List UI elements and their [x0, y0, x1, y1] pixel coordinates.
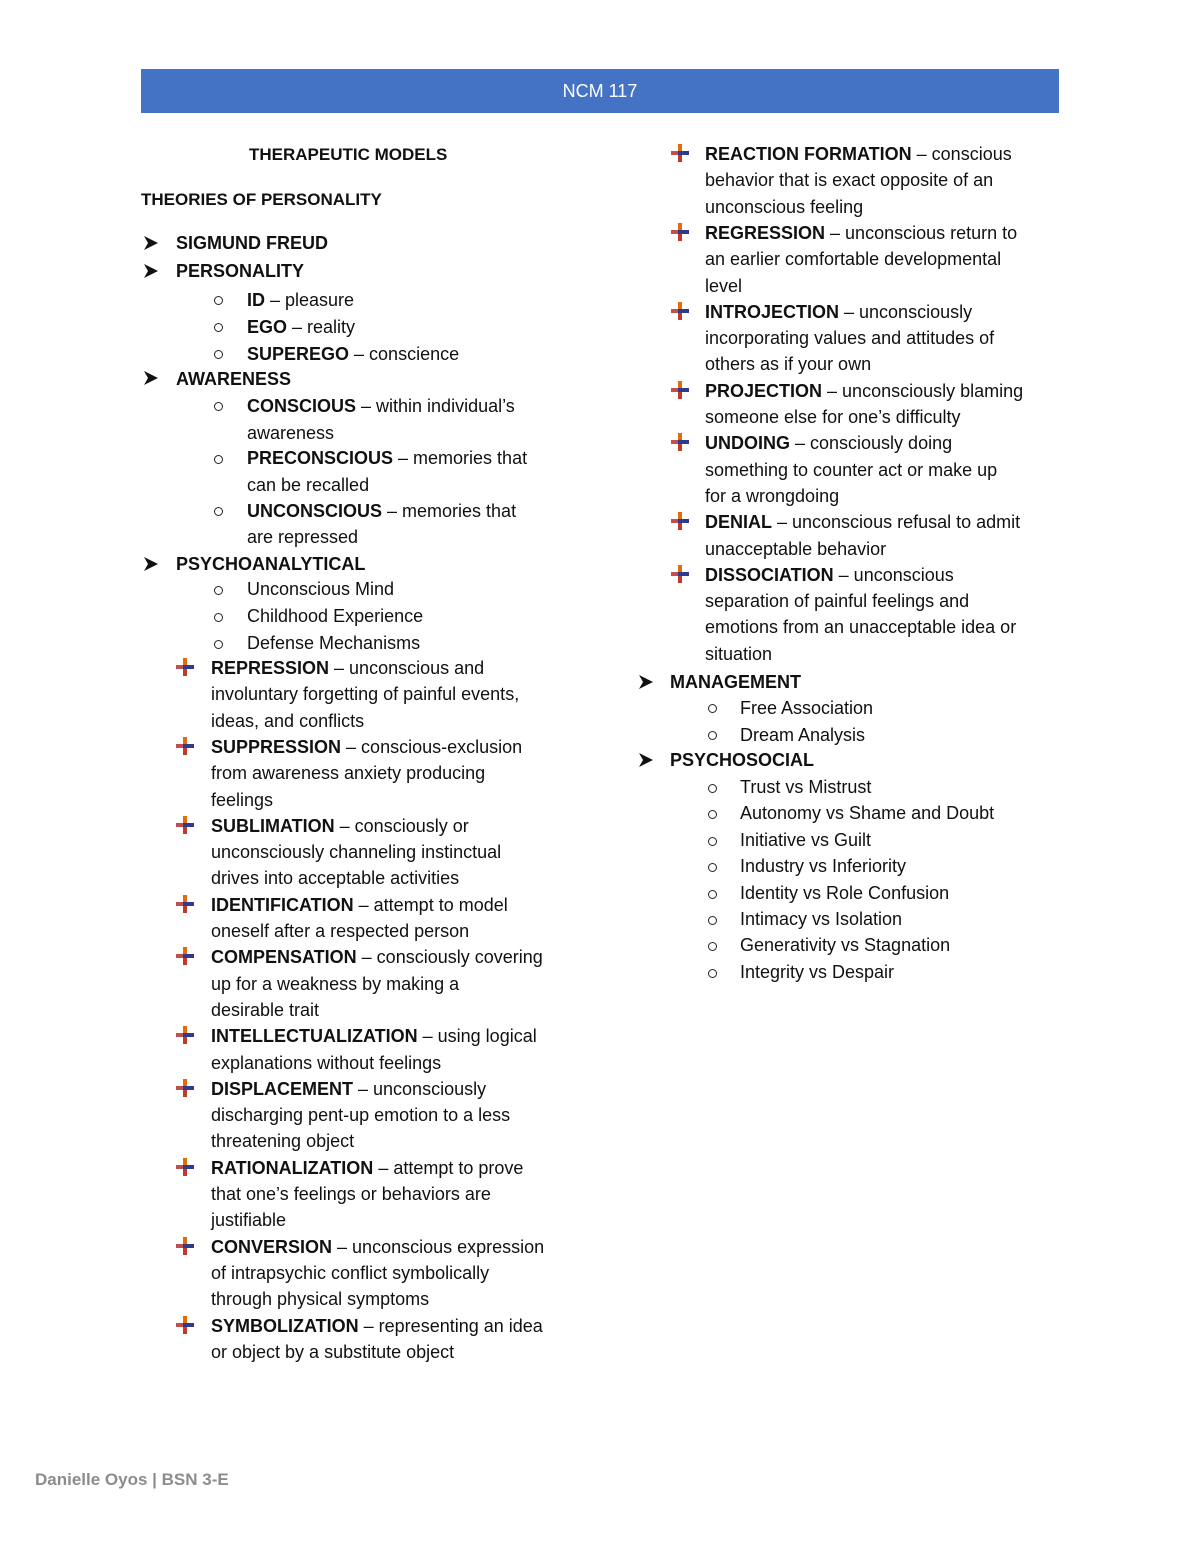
defense-mechanism-item: INTROJECTION – unconsciously [705, 301, 973, 322]
circle-bullet-icon [214, 350, 223, 359]
arrow-bullet-icon [637, 751, 655, 769]
circle-bullet-icon [708, 837, 717, 846]
defense-mechanism-continuation: something to counter act or make up [705, 459, 998, 480]
defense-mechanism-continuation: through physical symptoms [211, 1289, 430, 1310]
plus-star-bullet-icon [174, 893, 196, 915]
defense-mechanism-continuation: unconsciously channeling instinctual [211, 842, 502, 863]
defense-mechanism-item: PROJECTION – unconsciously blaming [705, 380, 1024, 401]
list-item: ID – pleasure [247, 290, 355, 310]
arrow-bullet-icon [637, 673, 655, 691]
psychosocial-stage: Intimacy vs Isolation [740, 909, 903, 929]
page-title: THERAPEUTIC MODELS [249, 145, 448, 164]
list-item: UNCONSCIOUS – memories that [247, 501, 517, 521]
defense-mechanism-continuation: others as if your own [705, 354, 872, 375]
personality-heading: PERSONALITY [176, 261, 305, 281]
freud-heading: SIGMUND FREUD [176, 233, 328, 253]
list-item: Free Association [740, 698, 874, 718]
psychosocial-stage: Autonomy vs Shame and Doubt [740, 803, 995, 824]
list-item: Defense Mechanisms [247, 633, 421, 653]
defense-mechanism-continuation: feelings [211, 789, 274, 810]
circle-bullet-icon [214, 586, 223, 595]
management-heading: MANAGEMENT [670, 672, 801, 692]
plus-star-bullet-icon [669, 431, 691, 453]
arrow-bullet-icon [142, 555, 160, 573]
defense-mechanism-continuation: separation of painful feelings and [705, 591, 970, 612]
plus-star-bullet-icon [174, 1156, 196, 1178]
defense-mechanism-continuation: someone else for one’s difficulty [705, 407, 961, 427]
list-item-continuation: are repressed [247, 527, 359, 547]
circle-bullet-icon [214, 640, 223, 649]
defense-mechanism-continuation: unacceptable behavior [705, 538, 887, 559]
plus-star-bullet-icon [669, 142, 691, 164]
psychosocial-stage: Integrity vs Despair [740, 961, 895, 982]
list-item: Dream Analysis [740, 725, 866, 745]
plus-star-bullet-icon [174, 1077, 196, 1099]
psychoanalytical-heading: PSYCHOANALYTICAL [176, 554, 366, 574]
psychosocial-stage: Identity vs Role Confusion [740, 882, 950, 903]
defense-mechanism-item: DENIAL – unconscious refusal to admit [705, 512, 1021, 533]
psychosocial-heading: PSYCHOSOCIAL [670, 750, 815, 770]
defense-mechanism-continuation: explanations without feelings [211, 1052, 442, 1073]
arrow-bullet-icon [142, 262, 160, 280]
list-item: CONSCIOUS – within individual’s [247, 396, 515, 416]
list-item-continuation: can be recalled [247, 475, 370, 495]
psychosocial-stage: Initiative vs Guilt [740, 829, 872, 850]
circle-bullet-icon [214, 613, 223, 622]
defense-mechanism-item: SUBLIMATION – consciously or [211, 815, 469, 836]
list-item-continuation: awareness [247, 423, 335, 443]
defense-mechanism-continuation: discharging pent-up emotion to a less [211, 1105, 511, 1126]
circle-bullet-icon [214, 402, 223, 411]
defense-mechanism-continuation: involuntary forgetting of painful events, [211, 684, 520, 705]
list-item: EGO – reality [247, 317, 356, 337]
defense-mechanism-continuation: desirable trait [211, 999, 320, 1020]
defense-mechanism-item: RATIONALIZATION – attempt to prove [211, 1157, 524, 1178]
defense-mechanism-item: COMPENSATION – consciously covering [211, 947, 543, 968]
defense-mechanism-continuation: from awareness anxiety producing [211, 763, 486, 784]
circle-bullet-icon [214, 323, 223, 332]
defense-mechanism-item: REGRESSION – unconscious return to [705, 222, 1018, 243]
defense-mechanism-continuation: unconscious feeling [705, 196, 864, 217]
circle-bullet-icon [214, 455, 223, 464]
circle-bullet-icon [708, 890, 717, 899]
plus-star-bullet-icon [669, 300, 691, 322]
defense-mechanism-item: INTELLECTUALIZATION – using logical [211, 1026, 537, 1047]
defense-mechanism-continuation: ideas, and conflicts [211, 710, 365, 731]
defense-mechanism-continuation: incorporating values and attitudes of [705, 328, 995, 349]
circle-bullet-icon [214, 507, 223, 516]
defense-mechanism-item: SYMBOLIZATION – representing an idea [211, 1315, 543, 1336]
defense-mechanism-continuation: situation [705, 643, 773, 664]
defense-mechanism-continuation: oneself after a respected person [211, 921, 470, 941]
defense-mechanism-item: IDENTIFICATION – attempt to model [211, 894, 508, 915]
defense-mechanism-item: DISPLACEMENT – unconsciously [211, 1078, 487, 1099]
plus-star-bullet-icon [669, 379, 691, 401]
circle-bullet-icon [708, 731, 717, 740]
defense-mechanism-continuation: up for a weakness by making a [211, 973, 460, 994]
defense-mechanism-continuation: behavior that is exact opposite of an [705, 170, 994, 191]
awareness-heading: AWARENESS [176, 369, 292, 389]
section-title: THEORIES OF PERSONALITY [141, 190, 382, 209]
defense-mechanism-continuation: of intrapsychic conflict symbolically [211, 1262, 490, 1283]
defense-mechanism-continuation: that one’s feelings or behaviors are [211, 1184, 491, 1204]
footer-author: Danielle Oyos | BSN 3-E [35, 1470, 229, 1489]
defense-mechanism-continuation: level [705, 275, 743, 296]
circle-bullet-icon [708, 784, 717, 793]
header-bar [141, 69, 1059, 113]
defense-mechanism-item: REACTION FORMATION – conscious [705, 144, 1012, 164]
defense-mechanism-continuation: or object by a substitute object [211, 1341, 455, 1362]
plus-star-bullet-icon [669, 563, 691, 585]
circle-bullet-icon [708, 810, 717, 819]
course-title: NCM 117 [562, 80, 638, 101]
list-item: Unconscious Mind [247, 579, 395, 599]
defense-mechanism-item: UNDOING – consciously doing [705, 433, 953, 454]
circle-bullet-icon [708, 863, 717, 872]
defense-mechanism-item: SUPPRESSION – conscious-exclusion [211, 736, 523, 757]
arrow-bullet-icon [142, 369, 160, 387]
plus-star-bullet-icon [174, 1314, 196, 1336]
defense-mechanism-continuation: emotions from an unacceptable idea or [705, 617, 1017, 638]
circle-bullet-icon [708, 704, 717, 713]
defense-mechanism-item: DISSOCIATION – unconscious [705, 564, 954, 585]
defense-mechanism-item: REPRESSION – unconscious and [211, 658, 485, 678]
plus-star-bullet-icon [174, 656, 196, 678]
defense-mechanism-item: CONVERSION – unconscious expression [211, 1236, 545, 1257]
defense-mechanism-continuation: threatening object [211, 1131, 355, 1152]
defense-mechanism-continuation: for a wrongdoing [705, 485, 840, 506]
circle-bullet-icon [214, 296, 223, 305]
defense-mechanism-continuation: justifiable [211, 1210, 287, 1231]
circle-bullet-icon [708, 969, 717, 978]
plus-star-bullet-icon [669, 510, 691, 532]
psychosocial-stage: Industry vs Inferiority [740, 856, 907, 877]
plus-star-bullet-icon [174, 1024, 196, 1046]
list-item: PRECONSCIOUS – memories that [247, 448, 528, 468]
plus-star-bullet-icon [174, 1235, 196, 1257]
list-item: SUPEREGO – conscience [247, 344, 460, 364]
plus-star-bullet-icon [174, 814, 196, 836]
defense-mechanism-continuation: drives into acceptable activities [211, 868, 460, 889]
defense-mechanism-continuation: an earlier comfortable developmental [705, 249, 1002, 270]
psychosocial-stage: Trust vs Mistrust [740, 777, 872, 797]
list-item: Childhood Experience [247, 606, 424, 626]
plus-star-bullet-icon [669, 221, 691, 243]
plus-star-bullet-icon [174, 735, 196, 757]
circle-bullet-icon [708, 942, 717, 951]
arrow-bullet-icon [142, 234, 160, 252]
circle-bullet-icon [708, 916, 717, 925]
psychosocial-stage: Generativity vs Stagnation [740, 935, 951, 956]
plus-star-bullet-icon [174, 945, 196, 967]
